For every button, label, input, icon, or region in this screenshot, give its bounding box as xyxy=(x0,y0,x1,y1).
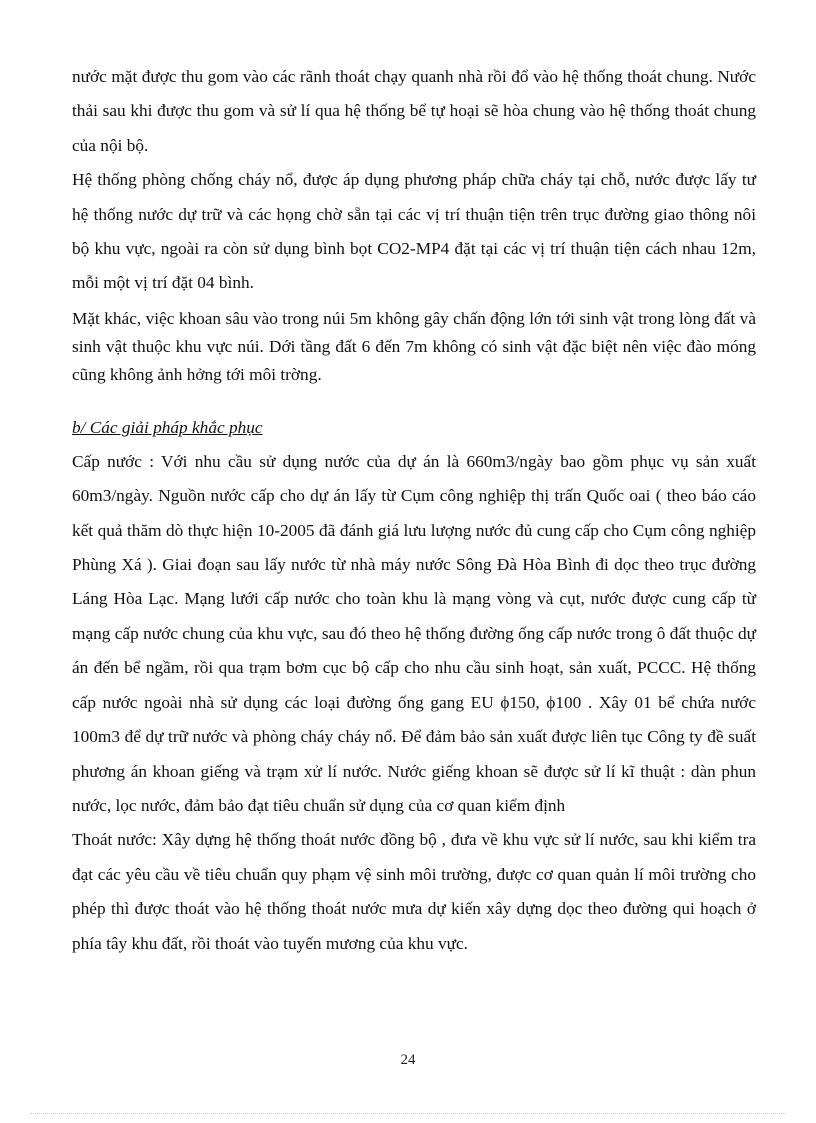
paragraph-water-drainage: Thoát nước: Xây dựng hệ thống thoát nước đồng bộ , đưa về khu vực sử lí nước, sau khi kiểm tra đạt các yêu cầu về tiêu chuẩn quy phạm vệ sinh môi trường, được cơ quan quản lí môi trường cho phép thì được thoát vào hệ thống thoát nước mưa dự kiến xây dựng dọc theo đường qui hoạch ở phía tây khu đất, rồi thoát vào tuyến mương của khu vực. xyxy=(72,830,756,953)
paragraph-water-supply: Cấp nước : Với nhu cầu sử dụng nước của dự án là 660m3/ngày bao gồm phục vụ sản xuất 60m3/ngày. Nguồn nước cấp cho dự án lấy từ Cụm công nghiệp thị trấn Quốc oai ( theo báo cáo kết quả thăm dò thực hiện 10-2005 đã đánh giá lưu lượng nước đủ cung cấp cho Cụm công nghiệp Phùng Xá ). Giai đoạn sau lấy nước từ nhà máy nước Sông Đà Hòa Bình đi dọc theo trục đường Láng Hòa Lạc. Mạng lưới cấp nước cho toàn khu là mạng vòng và cụt, nước được cung cấp từ mạng cấp nước chung của khu vực, sau đó theo hệ thống đường ống cấp nước trong ô đất thuộc dự án đến bể ngầm, rồi qua trạm bơm cục bộ cấp cho nhu cầu sinh hoạt, sản xuất, PCCC. Hệ thống cấp nước ngoài nhà sử dụng các loại đường ống gang EU ϕ150, ϕ100 . Xây 01 bể chứa nước 100m3 để dự trữ nước và phòng cháy cháy nổ. Để đảm bảo sản xuất được liên tục Công ty đề suất phương án khoan giếng và trạm xử lí nước. Nước giếng khoan sẽ được sử lí kĩ thuật : dàn phun nước, lọc nước, đảm bảo đạt tiêu chuẩn sử dụng của cơ quan kiểm định xyxy=(72,451,756,815)
paragraph-drainage-intro: nước mặt được thu gom vào các rãnh thoát chạy quanh nhà rồi đổ vào hệ thống thoát chung. Nước thải sau khi được thu gom và sử lí qua hệ thống bể tự hoại sẽ hòa chung vào hệ thống thoát chung của nội bộ. xyxy=(72,67,756,155)
paragraph-drilling-impact: Mặt khác, việc khoan sâu vào trong núi 5m không gây chấn động lớn tới sinh vật trong lòng đất và sinh vật thuộc khu vực núi. Dới tầng đất 6 đến 7m không có sinh vật đặc biệt nên việc đào móng cũng không ảnh hởng tới môi trờng. xyxy=(72,308,756,384)
paragraph-fire-protection: Hệ thống phòng chống cháy nổ, được áp dụng phương pháp chữa cháy tại chỗ, nước được lấy tư hệ thống nước dự trữ và các họng chờ sẵn tại các vị trí thuận tiện trên trục đường giao thông nôi bộ khu vực, ngoài ra còn sử dụng bình bọt CO2-MP4 đặt tại các vị trí thuận tiện cách nhau 12m, mỗi một vị trí đặt 04 bình. xyxy=(72,170,756,293)
page-body xyxy=(72,60,756,961)
section-gap xyxy=(72,393,756,411)
page-bottom-divider xyxy=(30,1113,786,1114)
page-number: 24 xyxy=(400,1052,416,1068)
section-heading: b/ Các giải pháp khắc phục xyxy=(72,417,263,437)
